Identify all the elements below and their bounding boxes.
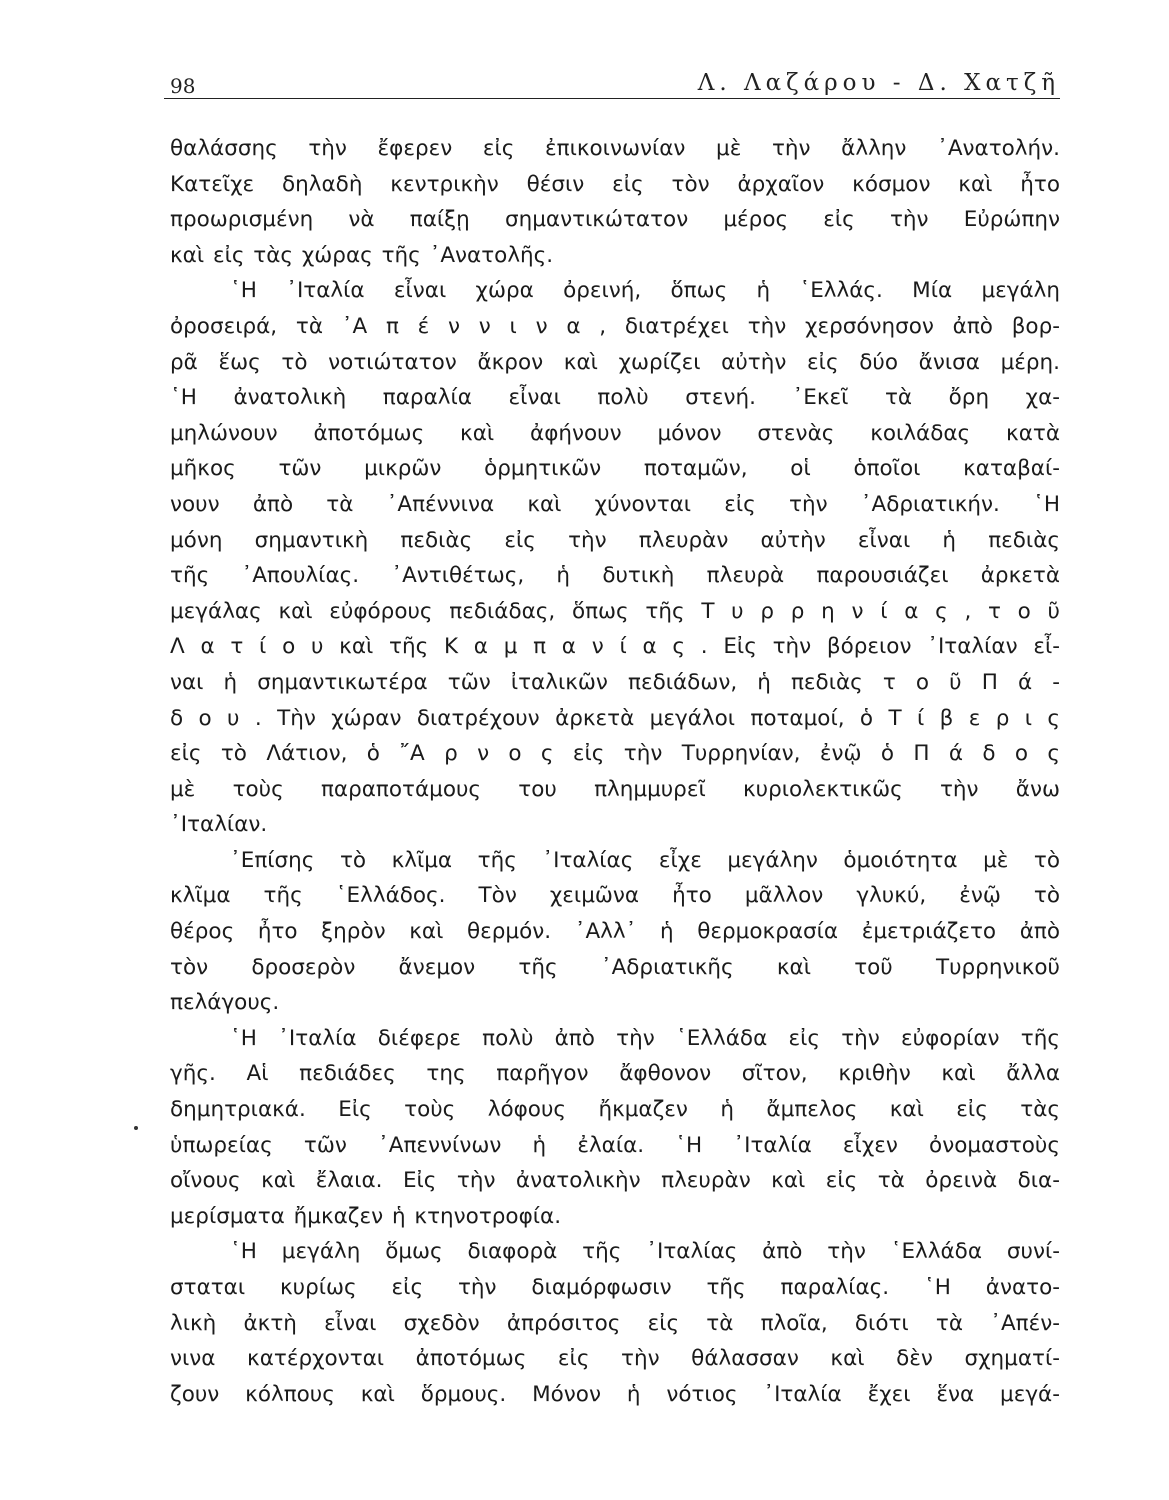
text-line: Κατεῖχε δηλαδὴ κεντρικὴν θέσιν εἰς τὸν ἀρχαῖον κόσμον καὶ ἦτο — [170, 171, 1060, 197]
text-line: δ ο υ . Τὴν χώραν διατρέχουν ἀρκετὰ μεγάλοι ποταμοί, ὁ Τ ί β ε ρ ι ς — [170, 705, 1060, 731]
text-line: εἰς τὸ Λάτιον, ὁ ῎Α ρ ν ο ς εἰς τὴν Τυρρηνίαν, ἐνῷ ὁ Π ά δ ο ς — [170, 741, 1060, 767]
text-line: δημητριακά. Εἰς τοὺς λόφους ἤκμαζεν ἡ ἄμπελος καὶ εἰς τὰς — [170, 1097, 1060, 1123]
text-line: θαλάσσης τὴν ἔφερεν εἰς ἐπικοινωνίαν μὲ τὴν ἄλλην ᾿Ανατολήν. — [170, 136, 1060, 161]
text-line: μόνη σημαντικὴ πεδιὰς εἰς τὴν πλευρὰν αὐτὴν εἶναι ἡ πεδιὰς — [170, 527, 1060, 553]
text-line: θέρος ἦτο ξηρὸν καὶ θερμόν. ᾿Αλλ᾿ ἡ θερμοκρασία ἐμετριάζετο ἀπὸ — [170, 919, 1060, 945]
text-line: μῆκος τῶν μικρῶν ὁρμητικῶν ποταμῶν, οἱ ὁποῖοι καταβαί- — [170, 456, 1060, 482]
margin-mark — [134, 1126, 138, 1130]
text-line: ᾿Επίσης τὸ κλῖμα τῆς ᾿Ιταλίας εἶχε μεγάλην ὁμοιότητα μὲ τὸ — [230, 847, 1060, 873]
text-line: ῾Η ἀνατολικὴ παραλία εἶναι πολὺ στενή. ᾿Εκεῖ τὰ ὄρη χα- — [170, 385, 1060, 411]
text-line: Λ α τ ί ο υ καὶ τῆς Κ α μ π α ν ί α ς . Εἰς τὴν βόρειον ᾿Ιταλίαν εἶ- — [170, 634, 1060, 660]
text-line: ζουν κόλπους καὶ ὅρμους. Μόνον ἡ νότιος ᾿Ιταλία ἔχει ἕνα μεγά- — [170, 1381, 1060, 1407]
text-line: κλῖμα τῆς ῾Ελλάδος. Τὸν χειμῶνα ἦτο μᾶλλον γλυκύ, ἐνῷ τὸ — [170, 883, 1060, 909]
text-line: γῆς. Αἱ πεδιάδες της παρῆγον ἄφθονον σῖτον, κριθὴν καὶ ἄλλα — [170, 1061, 1060, 1087]
text-line: ᾿Ιταλίαν. — [170, 812, 268, 838]
text-line: οἴνους καὶ ἔλαια. Εἰς τὴν ἀνατολικὴν πλευρὰν καὶ εἰς τὰ ὀρεινὰ δια- — [170, 1168, 1060, 1194]
text-line: νουν ἀπὸ τὰ ᾿Απέννινα καὶ χύνονται εἰς τὴν ᾿Αδριατικήν. ῾Η — [170, 491, 1060, 517]
text-line: τὸν δροσερὸν ἄνεμον τῆς ᾿Αδριατικῆς καὶ τοῦ Τυρρηνικοῦ — [170, 954, 1060, 980]
text-line: ὀροσειρά, τὰ ᾿Α π έ ν ν ι ν α , διατρέχει τὴν χερσόνησον ἀπὸ βορ- — [170, 313, 1060, 339]
page-number: 98 — [170, 74, 196, 98]
text-line: προωρισμένη νὰ παίξῃ σημαντικώτατον μέρος εἰς τὴν Εὐρώπην — [170, 207, 1060, 233]
text-line: ρᾶ ἕως τὸ νοτιώτατον ἄκρον καὶ χωρίζει αὐτὴν εἰς δύο ἄνισα μέρη. — [170, 349, 1060, 375]
text-line: τῆς ᾿Απουλίας. ᾿Αντιθέτως, ἡ δυτικὴ πλευρὰ παρουσιάζει ἀρκετὰ — [170, 563, 1060, 589]
paragraph — [170, 1021, 1060, 1235]
text-line: καὶ εἰς τὰς χώρας τῆς ᾿Ανατολῆς. — [170, 242, 554, 268]
paragraph — [170, 273, 1060, 843]
body-text — [170, 131, 1060, 1412]
page-header — [164, 64, 1060, 99]
running-head: Λ. Λαζάρου - Δ. Χατζῆ — [697, 70, 1060, 96]
text-line: πελάγους. — [170, 990, 280, 1016]
text-line: ῾Η μεγάλη ὅμως διαφορὰ τῆς ᾿Ιταλίας ἀπὸ τὴν ῾Ελλάδα συνί- — [230, 1239, 1060, 1265]
text-line: μεγάλας καὶ εὐφόρους πεδιάδας, ὅπως τῆς Τ υ ρ ρ η ν ί α ς , τ ο ῦ — [170, 598, 1060, 624]
text-line: νινα κατέρχονται ἀποτόμως εἰς τὴν θάλασσαν καὶ δὲν σχηματί- — [170, 1346, 1060, 1372]
paragraph — [170, 1234, 1060, 1412]
paragraph — [170, 131, 1060, 273]
text-line: ὑπωρείας τῶν ᾿Απεννίνων ἡ ἐλαία. ῾Η ᾿Ιταλία εἶχεν ὀνομαστοὺς — [170, 1132, 1060, 1158]
text-line: ῾Η ᾿Ιταλία διέφερε πολὺ ἀπὸ τὴν ῾Ελλάδα εἰς τὴν εὐφορίαν τῆς — [230, 1025, 1060, 1051]
paragraph — [170, 843, 1060, 1021]
text-line: μηλώνουν ἀποτόμως καὶ ἀφήνουν μόνον στενὰς κοιλάδας κατὰ — [170, 420, 1060, 446]
text-line: σταται κυρίως εἰς τὴν διαμόρφωσιν τῆς παραλίας. ῾Η ἀνατο- — [170, 1275, 1060, 1300]
text-line: μὲ τοὺς παραποτάμους του πλημμυρεῖ κυριολεκτικῶς τὴν ἄνω — [170, 776, 1060, 802]
text-line: λικὴ ἀκτὴ εἶναι σχεδὸν ἀπρόσιτος εἰς τὰ πλοῖα, διότι τὰ ᾿Απέν- — [170, 1310, 1060, 1336]
text-line: ναι ἡ σημαντικωτέρα τῶν ἰταλικῶν πεδιάδων, ἡ πεδιὰς τ ο ῦ Π ά - — [170, 669, 1060, 695]
text-line: ῾Η ᾿Ιταλία εἶναι χώρα ὀρεινή, ὅπως ἡ ῾Ελλάς. Μία μεγάλη — [230, 278, 1060, 304]
text-line: μερίσματα ἤμκαζεν ἡ κτηνοτροφία. — [170, 1203, 562, 1229]
